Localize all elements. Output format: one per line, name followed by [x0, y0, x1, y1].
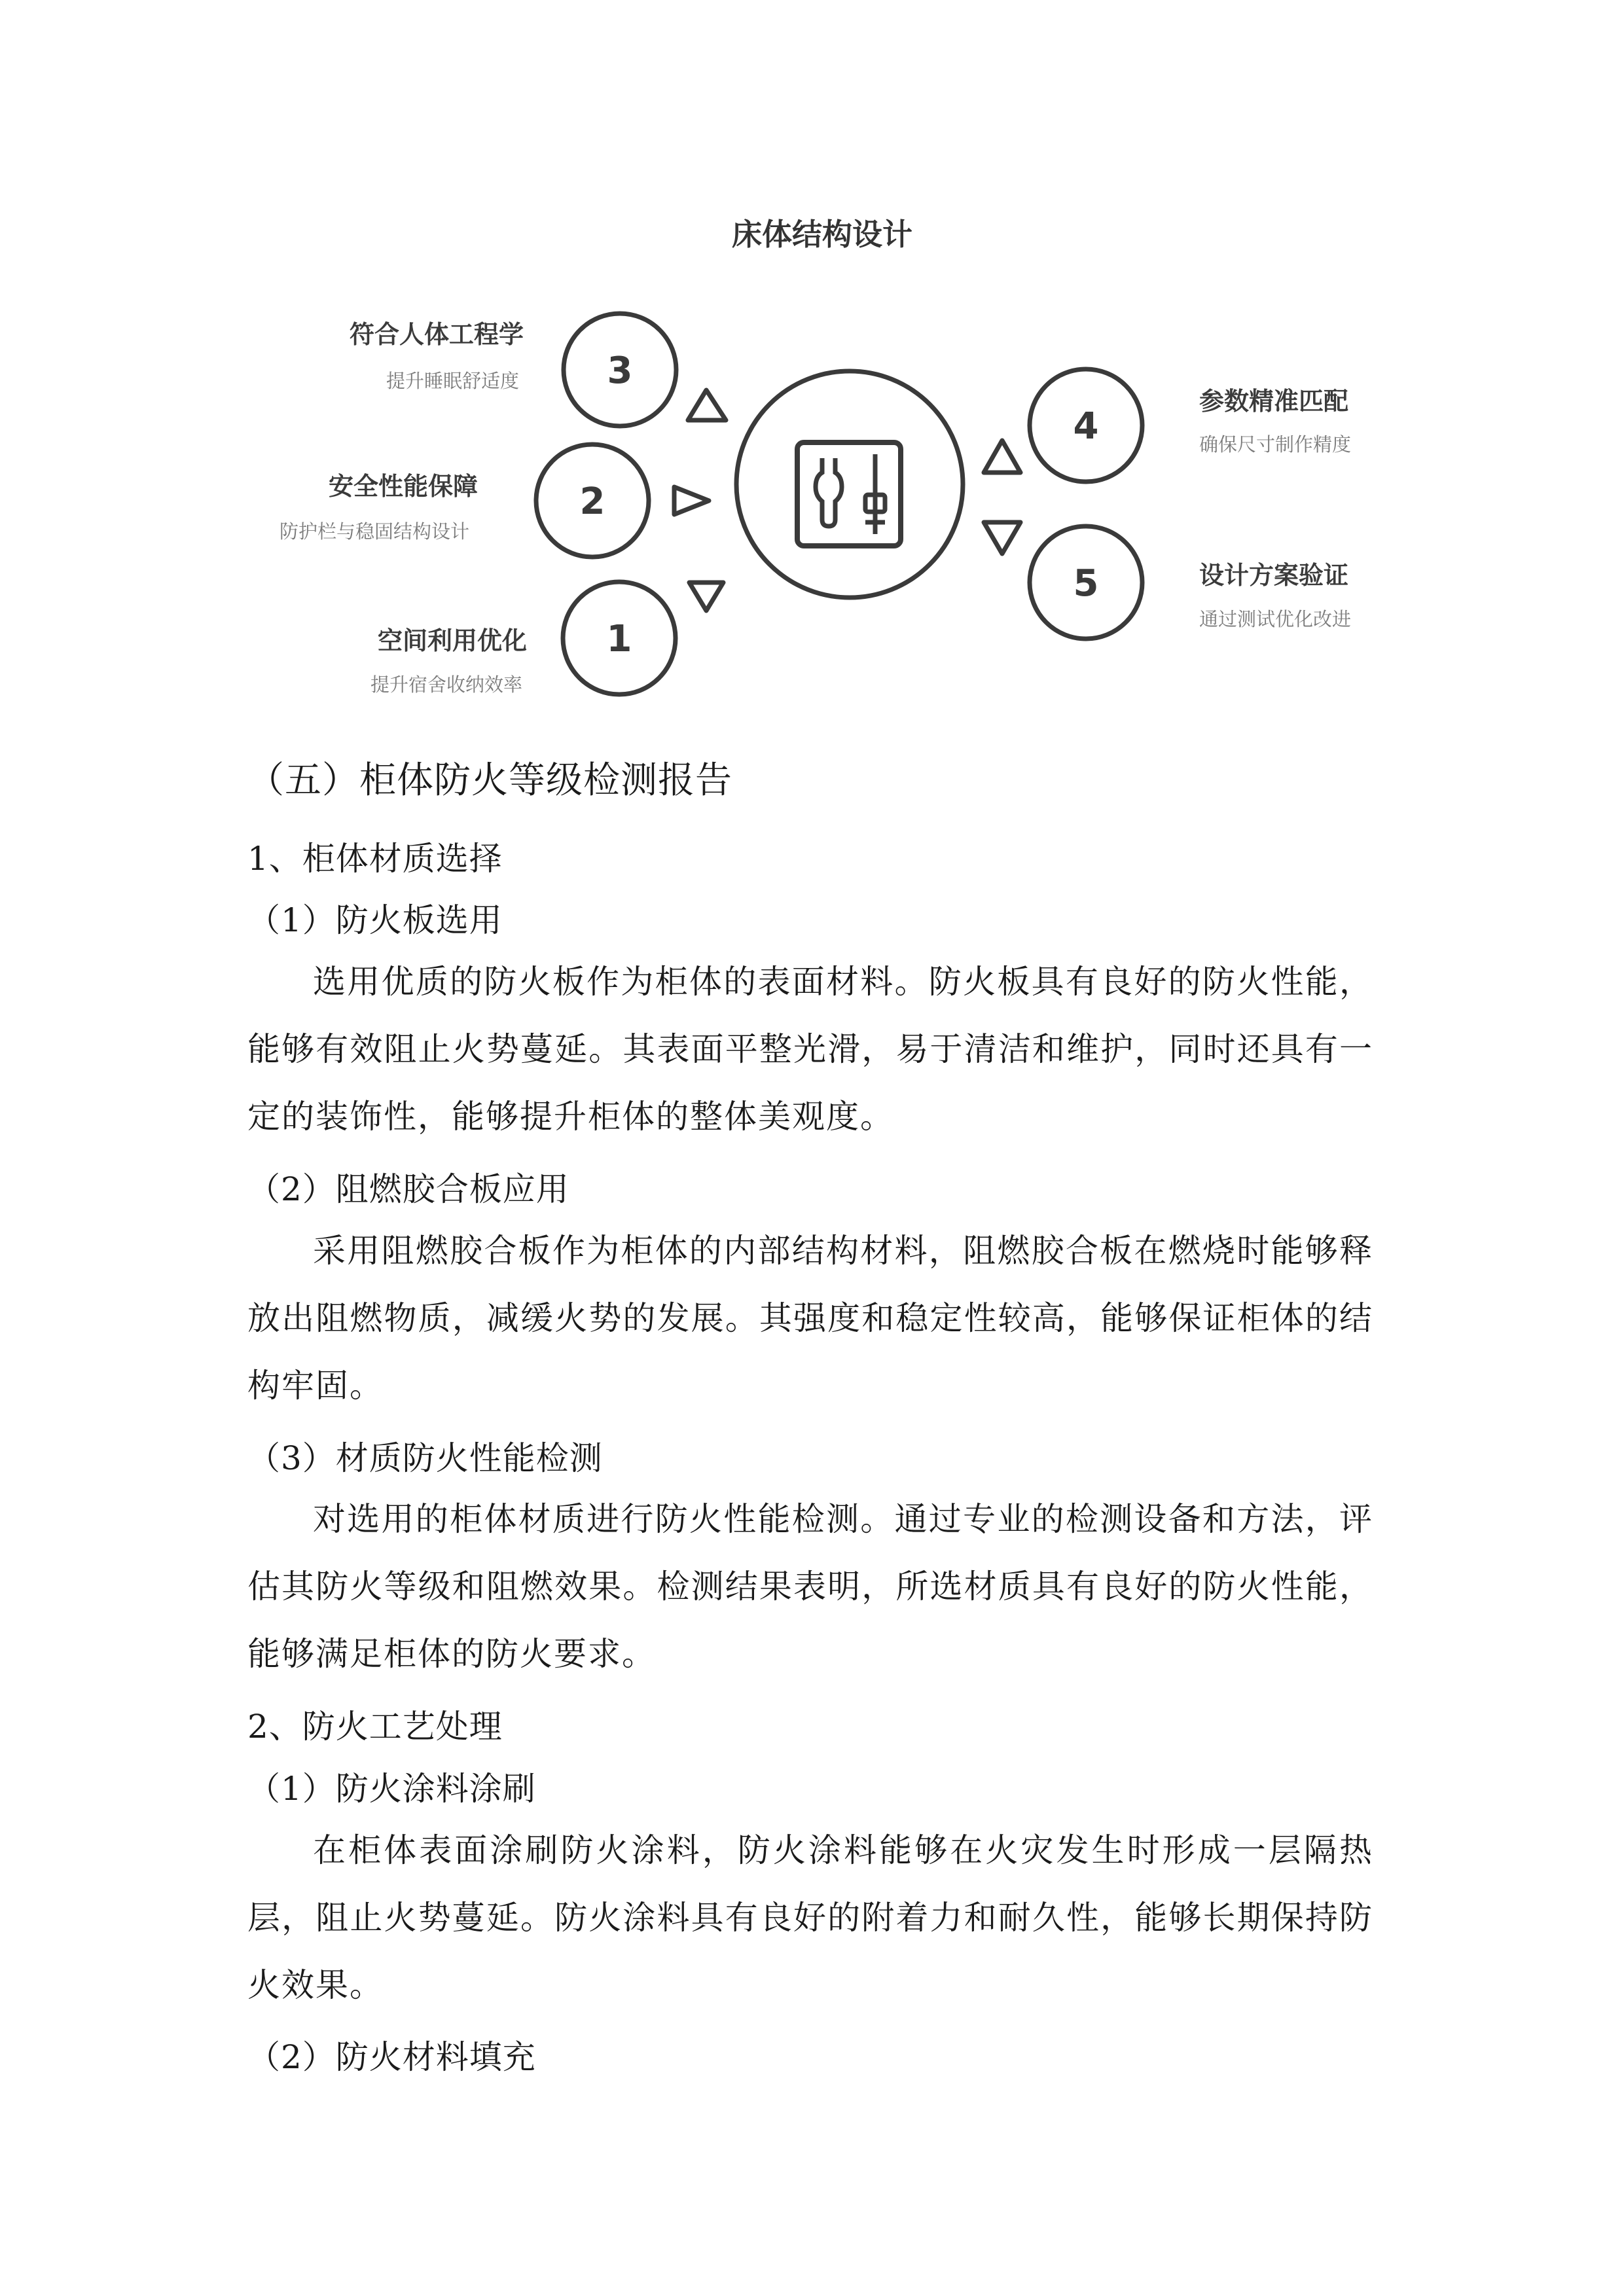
step-5-subtitle: 通过测试优化改进	[1199, 608, 1352, 630]
step-2-title: 安全性能保障	[328, 472, 478, 501]
step-4-subtitle: 确保尺寸制作精度	[1199, 433, 1352, 456]
paragraph-4: 在柜体表面涂刷防火涂料，防火涂料能够在火灾发生时形成一层隔热层，阻止火势蔓延。防火涂料具有良好的附着力和耐久性，能够长期保持防火效果。	[247, 1831, 1373, 2004]
subheading-1: （1）防火板选用	[247, 901, 503, 939]
subheading-3: （3）材质防火性能检测	[247, 1439, 603, 1477]
step-1-subtitle: 提升宿舍收纳效率	[370, 673, 522, 696]
step-4-title: 参数精准匹配	[1199, 387, 1349, 416]
diagram-graphics	[0, 0, 1624, 720]
step-3-title: 符合人体工程学	[349, 320, 524, 349]
bed-structure-diagram	[0, 0, 1624, 720]
triangle-down-icon	[689, 583, 723, 611]
subheading-4: （1）防火涂料涂刷	[247, 1770, 536, 1808]
step-5-title: 设计方案验证	[1199, 561, 1349, 590]
step-1-title: 空间利用优化	[377, 626, 527, 655]
step-number-2: 2	[579, 480, 605, 523]
subheading-5: （2）防火材料填充	[247, 2038, 536, 2076]
step-number-3: 3	[607, 350, 633, 392]
triangle-down-icon	[984, 522, 1020, 554]
step-2-subtitle: 防护栏与稳固结构设计	[279, 520, 469, 543]
triangle-up-icon	[688, 390, 726, 420]
step-3-subtitle: 提升睡眠舒适度	[386, 370, 519, 392]
paragraph-1: 选用优质的防火板作为柜体的表面材料。防火板具有良好的防火性能，能够有效阻止火势蔓延。其表面平整光滑，易于清洁和维护，同时还具有一定的装饰性，能够提升柜体的整体美观度。	[247, 963, 1373, 1136]
diagram-title: 床体结构设计	[732, 217, 912, 252]
step-number-1: 1	[606, 618, 632, 660]
step-number-4: 4	[1073, 405, 1099, 448]
section-title: （五）柜体防火等级检测报告	[247, 759, 732, 802]
heading-2: 2、防火工艺处理	[247, 1708, 503, 1746]
subheading-2: （2）阻燃胶合板应用	[247, 1170, 569, 1208]
center-circle	[736, 371, 963, 598]
paragraph-3: 对选用的柜体材质进行防火性能检测。通过专业的检测设备和方法，评估其防火等级和阻燃效果。检测结果表明，所选材质具有良好的防火性能，能够满足柜体的防火要求。	[247, 1500, 1373, 1673]
triangle-right-icon	[674, 487, 709, 514]
paragraph-2: 采用阻燃胶合板作为柜体的内部结构材料，阻燃胶合板在燃烧时能够释放出阻燃物质，减缓火势的发展。其强度和稳定性较高，能够保证柜体的结构牢固。	[247, 1232, 1373, 1405]
tools-icon	[797, 442, 901, 546]
step-number-5: 5	[1073, 562, 1099, 605]
heading-1: 1、柜体材质选择	[247, 840, 503, 878]
triangle-up-icon	[984, 440, 1020, 473]
